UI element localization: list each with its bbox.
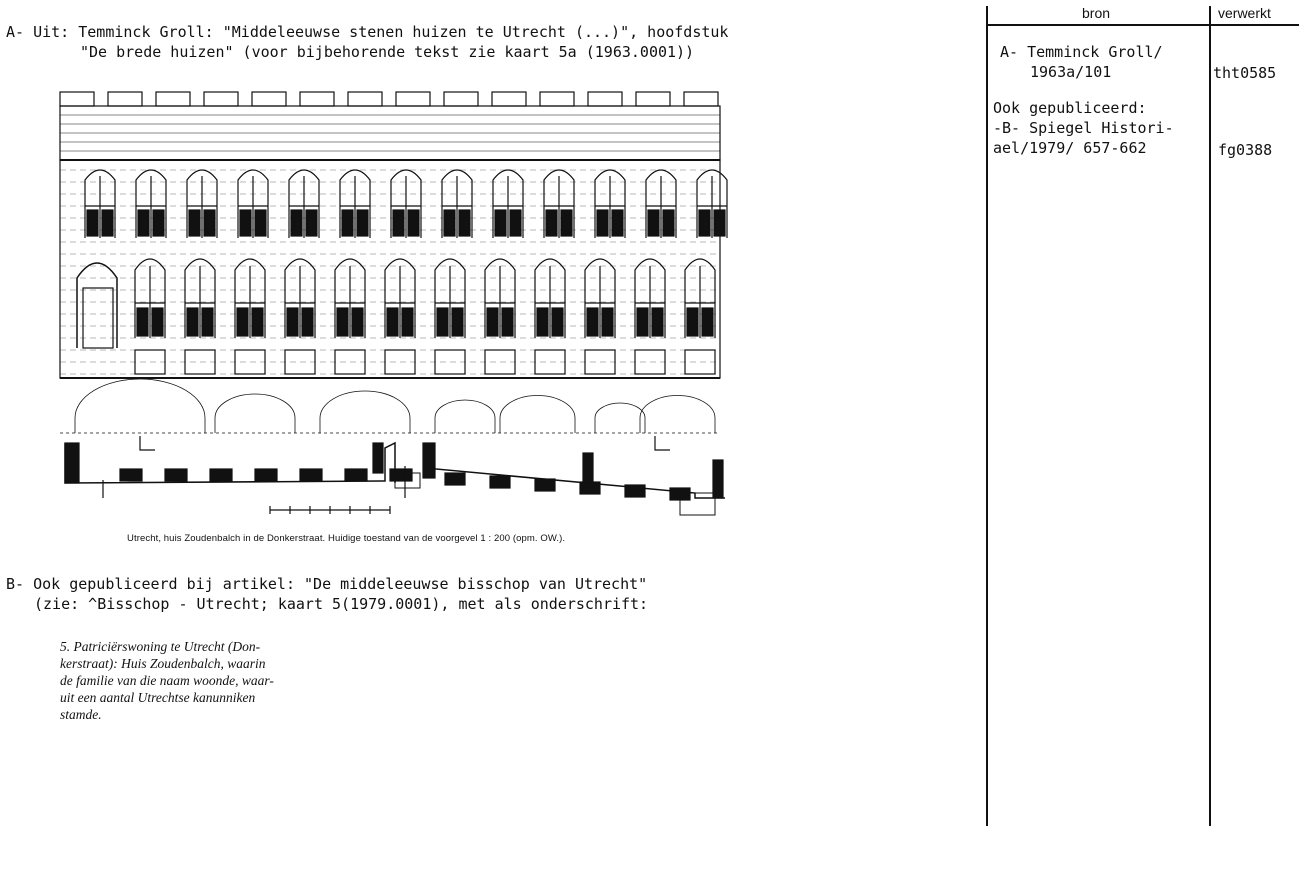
entry-a-line2: 1963a/101 (1030, 63, 1112, 81)
caption-line: uit een aantal Utrechtse kanunniken (60, 690, 256, 705)
entry-b-line3: ael/1979/ 657-662 (993, 139, 1147, 157)
entry-b-line1: Ook gepubliceerd: (993, 99, 1147, 117)
section-a-line2: "De brede huizen" (voor bijbehorende tekst zie kaart 5a (1963.0001)) (80, 43, 695, 61)
entry-a-code: tht0585 (1213, 64, 1277, 82)
publication-caption (60, 638, 340, 723)
caption-line: kerstraat): Huis Zoudenbalch, waarin (60, 656, 266, 671)
entry-b-line2: -B- Spiegel Histori- (993, 119, 1174, 137)
header-bron: bron (1082, 5, 1111, 21)
header-verwerkt: verwerkt (1218, 5, 1271, 21)
entry-a-line1: A- Temminck Groll/ (1000, 43, 1163, 61)
section-a-line1: A- Uit: Temminck Groll: "Middeleeuwse stenen huizen te Utrecht (...)", hoofdstuk (6, 23, 729, 41)
drawing-caption: Utrecht, huis Zoudenbalch in de Donkerstraat. Huidige toestand van de voorgevel 1 : 200 (opm. OW.). (127, 533, 566, 544)
table-left-border (986, 6, 988, 826)
caption-line: stamde. (60, 707, 102, 722)
section-b-line2: (zie: ^Bisschop - Utrecht; kaart 5(1979.0001), met als onderschrift: (34, 595, 649, 613)
table-header-rule (986, 24, 1299, 26)
caption-line: 5. Patriciërswoning te Utrecht (Don- (60, 639, 261, 654)
table-column-divider (1209, 6, 1211, 826)
facade-drawing (55, 88, 745, 523)
caption-line: de familie van die naam woonde, waar- (60, 673, 274, 688)
entry-b-code: fg0388 (1218, 141, 1273, 159)
section-b-line1: B- Ook gepubliceerd bij artikel: "De middeleeuwse bisschop van Utrecht" (6, 575, 648, 593)
